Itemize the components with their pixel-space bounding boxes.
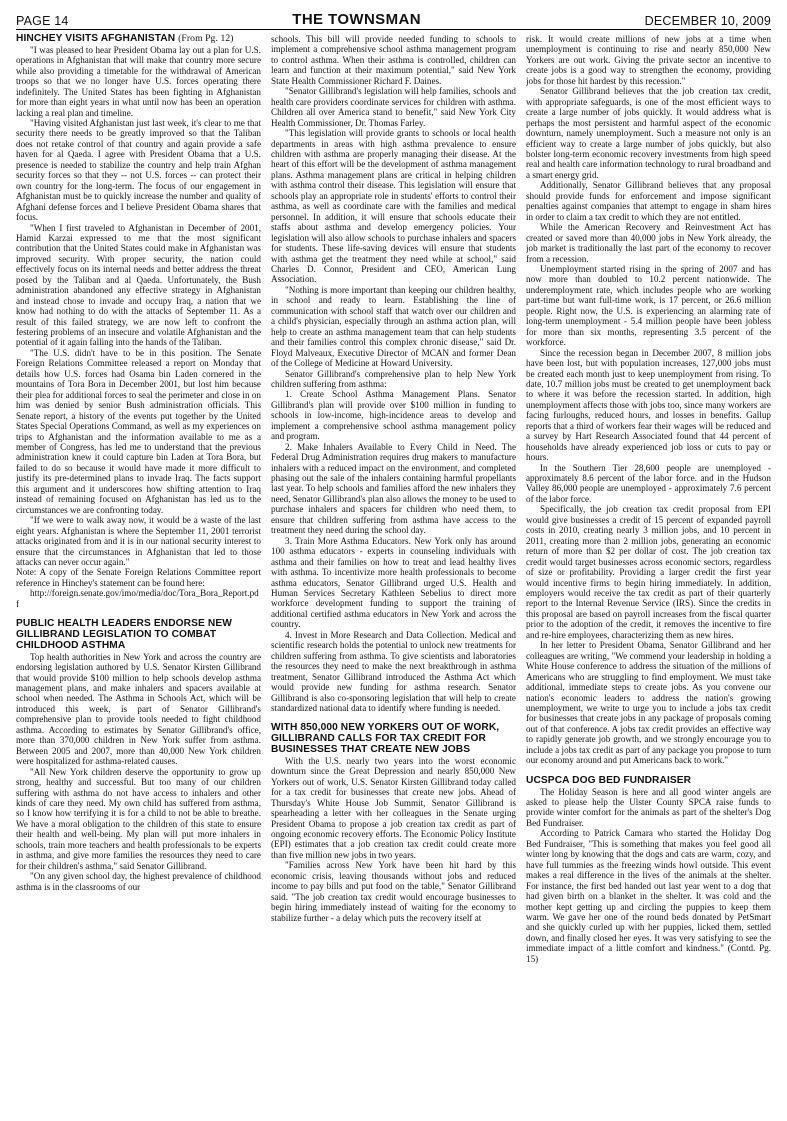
asthma-paragraph: schools. This bill will provide needed funding to schools to implement a comprehensive school asthma management program to control asthma. When their asthma is controlled, children can learn and function at their maximum potential," said New York State Health Commissioner Richard F. Daines. [271,34,516,86]
asthma-paragraph: "Senator Gillibrand's legislation will help families, schools and health care providers coordinate services for children with asthma. Children all over America stand to benefit," said New York City Health Commissioner, Dr. Thomas Farley. [271,86,516,128]
jobs-paragraph: Senator Gillibrand believes that the job creation tax credit, with appropriate safeguards, is one of the most efficient ways to create a large number of jobs quickly. It would address what is perhaps the most persistent and harmful aspect of the economic downturn, namely unemployment. Such a measure not only is an efficient way to create a large number of jobs quickly, but also bolster long-term economic recovery investments from high speed real and health care information technology to rural broadband and a smart energy grid. [526,86,771,180]
jobs-paragraph: Specifically, the job creation tax credit proposal from EPI would give businesses a credit of 15 percent of expanded payroll costs in 2010, creating nearly 3 million jobs, and 10 percent in 2011, creating more than 2 million jobs, generating an economic return of more than $2 per dollar of cost. The job creation tax credit would target businesses across economic sectors, regardless of size or profitability. Providing a larger credit the first year would incentive firms to begin hiring immediately. In addition, employers would receive the tax credit as part of their quarterly report to the Internal Revenue Service (IRS). Since the credits in this proposal are based on payroll increases from the fiscal quarter prior to the adoption of the credit, it removes the incentive to fire and re-hire employees, characterizing them as new hires. [526,504,771,640]
asthma-paragraph: "Nothing is more important than keeping our children healthy, in school and ready to learn. Establishing the line of communication with school staff that watch over our children and a child's physician, especially through an asthma action plan, will help to create an asthma management team that can help students and their families control this complex chronic disease," said Dr. Floyd Malveaux, Executive Director of MCAN and former Dean of the College of Medicine at Howard University. [271,284,516,369]
issue-date: DECEMBER 10, 2009 [644,14,771,28]
asthma-plan-item: 4. Invest in More Research and Data Collection. Medical and scientific research holds the potential to unlock new treatments for children suffering from asthma. To give scientists and laboratories the resources they need to make the next breakthrough in asthma treatment, Senator Gillibrand introduced the Asthma Act which would provide new funding for asthma research. Senator Gillibrand is also co-sponsoring legislation that will help to create standardized national data to identify where funding is needed. [271,629,516,713]
afghanistan-paragraph: "If we were to walk away now, it would be a waste of the last eight years. Afghanistan is where the September 11, 2001 terrorist attacks originated from and it is in our national security interest to ensure that the circumstances in Afghanistan that led to those attacks can never occur again." [16,515,261,567]
afghanistan-paragraph: "The U.S. didn't have to be in this position. The Senate Foreign Relations Committee released a report on Monday that details how U.S. forces had Osama bin Laden cornered in the mountains of Tora Bora in December 2001, but lost him because their plea for additional forces to seal the perimeter and close in on him was denied by senior Bush administration officials. This Senate report, a history of the events put together by the United States Special Operations Command, as well as my experiences on trips to Afghanistan and the information available to me as a member of Congress, has led me to understand that the previous administration knew it could capture bin Laden at Tora Bora, but failed to do so because it would have made it more difficult to justify its pre-determined plans to invade Iraq. The facts support this argument and it underscores how shifting attention to Iraq instead of remaining focused on Afghanistan has led us to the circumstances we are confronting today. [16,347,261,515]
afghanistan-headline [16,34,261,45]
masthead [16,6,771,28]
afghanistan-note: Note: A copy of the Senate Foreign Relations Committee report reference in Hinchey's statement can be found here: [16,567,261,588]
masthead-rule [16,29,771,30]
afghanistan-paragraph: "I was pleased to hear President Obama lay out a plan for U.S. operations in Afghanistan that will make that country more secure while also providing a timetable for the withdrawal of American troops so that we no longer have U.S. forces operating there indefinitely. The United States has been fighting in Afghanistan for more than eight years in what until now has been an operation lacking a real plan and timeline. [16,44,261,118]
dogbed-paragraph: According to Patrick Camara who started the Holiday Dog Bed Fundraiser, "This is something that makes you feel good all winter long by knowing that the dogs and cats are warm, cozy, and have full tummies as the freezing winds howl outside. This event makes a real difference in the lives of the animals at the shelter. For instance, the first bed handed out last year went to a dog that had given birth on a blanket in the shelter. It was cold and the mother kept getting up and circling the puppies to keep them warm. We gave her one of the round beds donated by PetSmart and she quickly curled up with her puppies, licked them, settled down, and finally closed her eyes. It was very satisfying to see the immediate impact of a little comfort and kindness." (Contd. Pg. 15) [526,828,771,964]
column-2 [271,34,516,1114]
jobs-paragraph: With the U.S. nearly two years into the worst economic downturn since the Great Depression and nearly 850,000 New Yorkers out of work, U.S. Senator Kirsten Gillibrand today called for a tax credit for businesses that create new jobs. Ahead of Thursday's White House Job Summit, Senator Gillibrand is spearheading a letter with her colleagues in the Senate urging President Obama to propose a job creation tax credit as part of ongoing economic recovery efforts. The Economic Policy Institute (EPI) estimates that a job creation tax credit could create more than five million new jobs in two years. [271,755,516,860]
asthma-paragraph: Top health authorities in New York and across the country are endorsing legislation authored by U.S. Senator Kirsten Gillibrand that would provide $100 million to help schools develop asthma management plans, and make inhalers and spacers available at school when needed. The Asthma in Schools Act, which will be introduced this week, is part of Senator Gillibrand's comprehensive plan to provide tools needed to fight childhood asthma. According to estimates by Senator Gillibrand's office, more than 370,000 children in New York suffer from asthma. Between 2005 and 2007, more than 40,000 New York children were hospitalized for asthma-related causes. [16,651,261,767]
asthma-paragraph: Senator Gillibrand's comprehensive plan to help New York children suffering from asthma: [271,368,516,389]
afghanistan-paragraph: "When I first traveled to Afghanistan in December of 2001, Hamid Karzai expressed to me that the most significant contribution that the United States could make in Afghanistan was improved security. With proper security, the nation could effectively focus on its internal needs and better address the threat posed by the Taliban and al Qaeda. Unfortunately, the Bush administration abandoned any effective strategy in Afghanistan and instead chose to invade and occupy Iraq, a nation that we know had nothing to do with the attacks of September 11. As a result of this failed strategy, we are now left to confront the festering problems of an insecure and volatile Afghanistan and the potential of it again falling into the hands of the Taliban. [16,222,261,348]
paper-name: THE TOWNSMAN [292,11,421,28]
jobs-headline: WITH 850,000 NEW YORKERS OUT OF WORK, GILLIBRAND CALLS FOR TAX CREDIT FOR BUSINESSES THAT CREATE NEW JOBS [271,722,500,756]
asthma-paragraph: "On any given school day, the highest prevalence of childhood asthma is in the classrooms of our [16,871,261,892]
report-link[interactable]: http://foreign.senate.gov/imo/media/doc/Tora_Bora_Report.pdf [16,588,259,609]
asthma-plan-item: 3. Train More Asthma Educators. New York only has around 100 asthma educators - experts in counseling individuals with asthma and their families on how to treat and lead healthy lives with asthma. To incentivize more health professionals to become asthma educators, Senator Gillibrand urged U.S. Health and Human Services Secretary Kathleen Sebelius to direct more workforce development funding to support the training of additional certified asthma educators in New York and across the country. [271,535,516,630]
asthma-plan-item: 2. Make Inhalers Available to Every Child in Need. The Federal Drug Administration requires drug makers to manufacture inhalers with a reduced impact on the environment, and completed phasing out the sale of the inhalers containing harmful propellants last year. To help schools and families afford the new inhalers they need, Senator Gillibrand's plan also allows the money to be used to purchase inhalers and spacers for children who need them, to ensure that children suffering from asthma have access to the treatment they need during the school day. [271,441,516,536]
asthma-paragraph: "All New York children deserve the opportunity to grow up strong, healthy and successful. But too many of our children suffering with asthma do not have access to inhalers and other kinds of care they need. My own child has suffered from asthma, so I know how terrifying it is for a child to not be able to breathe. We have a moral obligation to the children of this state to ensure their health and well-being. My plan will put more inhalers in schools, train more teachers and health professionals to be experts in asthma, and give more families the resources they need to care for their children's asthma," said Senator Gillibrand. [16,766,261,871]
column-3 [526,34,771,1114]
afghanistan-headline-text: HINCHEY VISITS AFGHANISTAN [16,34,176,44]
asthma-paragraph: "This legislation will provide grants to schools or local health departments in areas with high asthma prevalence to ensure children with asthma are properly managing their disease. At the heart of this effort will be the development of asthma management plans. Asthma management plans are critical in helping children with asthma control their disease. This legislation will ensure that schools play an appropriate role in students' efforts to control their asthma, as well as coordinate care with the families and medical personnel. In addition, it will ensure that schools educate their staffs about asthma and develop emergency policies. Your legislation will also allow schools to purchase inhalers and spacers for students. These life-saving devices will ensure that students with asthma get the treatment they need while at school," said Charles D. Connor, President and CEO, American Lung Association. [271,128,516,285]
jobs-paragraph: While the American Recovery and Reinvestment Act has created or saved more than 40,000 jobs in New York already, the job market is traditionally the last part of the economy to recover from a recession. [526,222,771,264]
jobs-paragraph: In her letter to President Obama, Senator Gillibrand and her colleagues are writing, "We commend your leadership in holding a White House conference to address the situation of the millions of Americans who are struggling to find employment. We must take additional, immediate steps to create jobs. As you convene our nation's economic leaders to address the nation's growing unemployment, we write to urge you to include a jobs tax credit for businesses that create jobs in any package of proposals coming out of that conference. A jobs tax credit provides an effective way to rapidly generate job growth, and we strongly encourage you to include a jobs tax credit as part of any package you propose to turn our economy around and put Americans back to work." [526,640,771,766]
jobs-paragraph: "Families across New York have been hit hard by this economic crisis, leaving thousands without jobs and reduced income to pay bills and put food on the table," Senator Gillibrand said. "The job creation tax credit would encourage businesses to begin hiring immediately instead of waiting for the economy to stabilize further - a delay which puts the recovery itself at [271,860,516,923]
jobs-paragraph: Unemployment started rising in the spring of 2007 and has now more than doubled to 10.2 percent nationwide. The underemployment rate, which includes people who are working part-time but want full-time work, is 17 percent, or 26.6 million people. Right now, the U.S. is experiencing an alarming rate of long-term unemployment - 5.4 million people have been jobless for more than six months, representing 3.5 percent of the workforce. [526,263,771,348]
column-1 [16,34,261,1114]
jobs-paragraph: risk. It would create millions of new jobs at a time when unemployment is continuing to rise and nearly 850,000 New Yorkers are out work. Giving the private sector an incentive to create jobs is a good way to strengthen the economy, providing jobs for those hit hardest by this recession." [526,34,771,86]
jobs-paragraph: Since the recession began in December 2007, 8 million jobs have been lost, but with population increases, 127,000 jobs must be created each month just to keep unemployment from rising. To date, 10.7 million jobs must be created to get unemployment back to where it was before the recession started. In addition, high unemployment affects those with jobs too, since many workers are facing furloughs, reduced hours, and losses in benefits. Gallup reports that a third of workers fear their wages will be reduced and a survey by Hart Research Associated found that 44 percent of households have already experienced job loss or cuts to pay or hours. [526,347,771,463]
dogbed-headline: UCSPCA DOG BED FUNDRAISER [526,774,692,786]
asthma-plan-item: 1. Create School Asthma Management Plans. Senator Gillibrand's plan will provide over $100 million in funding to schools in low-income, high-incidence areas to develop and implement a comprehensive school asthma management policy and program. [271,389,516,442]
page-number: PAGE 14 [16,14,69,28]
afghanistan-paragraph: "Having visited Afghanistan just last week, it's clear to me that security there needs to be greatly improved so that the Taliban does not retake control of that country and again provide a safe haven for al Qaeda. I agree with President Obama that a U.S. presence is needed to stabilize the country and help train Afghan security forces so that they -- not U.S. forces -- can protect their own country for the long-term. The focus of our engagement in Afghanistan must be to quickly increase the number and quality of Afghani defense forces and I believe President Obama shares that focus. [16,117,261,223]
asthma-headline: PUBLIC HEALTH LEADERS ENDORSE NEW GILLIBRAND LEGISLATION TO COMBAT CHILDHOOD ASTHMA [16,618,232,651]
afghanistan-continued-from: (From Pg. 12) [178,34,234,44]
dogbed-paragraph: The Holiday Season is here and all good winter angels are asked to please help the Ulster County SPCA raise funds to provide winter comfort for the animals as part of the shelter's Dog Bed Fundraiser. [526,786,771,828]
jobs-paragraph: In the Southern Tier 28,600 people are unemployed - approximately 8.6 percent of the labor force. and in the Hudson Valley 86,000 people are unemployed - approximately 7.6 percent of the labor force. [526,462,771,504]
columns [16,34,771,1114]
jobs-paragraph: Additionally, Senator Gillibrand believes that any proposal should provide funds for enforcement and impose significant penalties against companies that attempt to engage in sham hires in order to claim a tax credit to which they are not entitled. [526,180,771,222]
